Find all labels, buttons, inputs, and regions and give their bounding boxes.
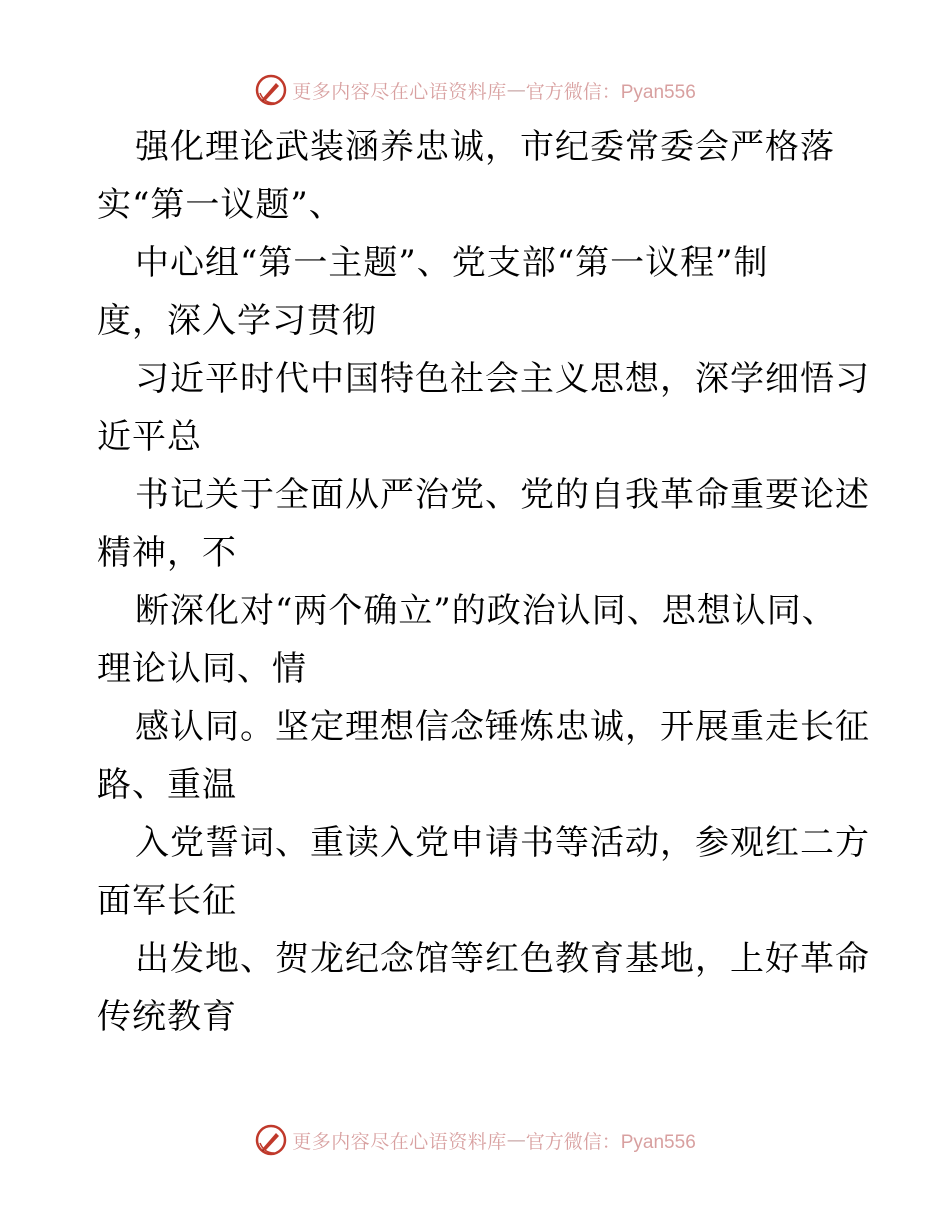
header-wechat-text: 官方微信：Pyan556: [525, 81, 696, 103]
body-line: 书记关于全面从严治党、党的自我革命重要论述: [135, 475, 870, 515]
body-line: 强化理论武装涵养忠诚，市纪委常委会严格落: [135, 127, 835, 167]
document-body: [97, 118, 870, 1046]
body-line: 出发地、贺龙纪念馆等红色教育基地，上好革命: [135, 939, 870, 979]
footer-wechat-text: 官方微信：Pyan556: [525, 1131, 696, 1153]
body-line: 理论认同、情: [97, 649, 307, 689]
body-line: 实“第一议题”、: [97, 185, 344, 225]
footer-banner-separator: —: [506, 1129, 526, 1151]
pen-logo-icon: [254, 73, 288, 107]
body-line: 习近平时代中国特色社会主义思想，深学细悟习: [135, 359, 870, 399]
header-banner-separator: —: [506, 79, 526, 101]
footer-banner: [0, 1120, 950, 1160]
body-line: 感认同。坚定理想信念锤炼忠诚，开展重走长征: [135, 707, 870, 747]
header-banner: [0, 70, 950, 110]
body-line: 面军长征: [97, 881, 237, 921]
body-line: 度，深入学习贯彻: [97, 301, 377, 341]
body-line: 路、重温: [97, 765, 237, 805]
body-line: 断深化对“两个确立”的政治认同、思想认同、: [135, 591, 837, 631]
body-line: 近平总: [97, 417, 202, 457]
pen-logo-icon: [254, 1123, 288, 1157]
body-line: 传统教育: [97, 997, 237, 1037]
body-line: 中心组“第一主题”、党支部“第一议程”制: [135, 243, 769, 283]
footer-banner-text: 更多内容尽在心语资料库: [292, 1130, 507, 1153]
header-banner-text: 更多内容尽在心语资料库: [292, 80, 507, 103]
body-line: 入党誓词、重读入党申请书等活动，参观红二方: [135, 823, 870, 863]
body-line: 精神，不: [97, 533, 237, 573]
